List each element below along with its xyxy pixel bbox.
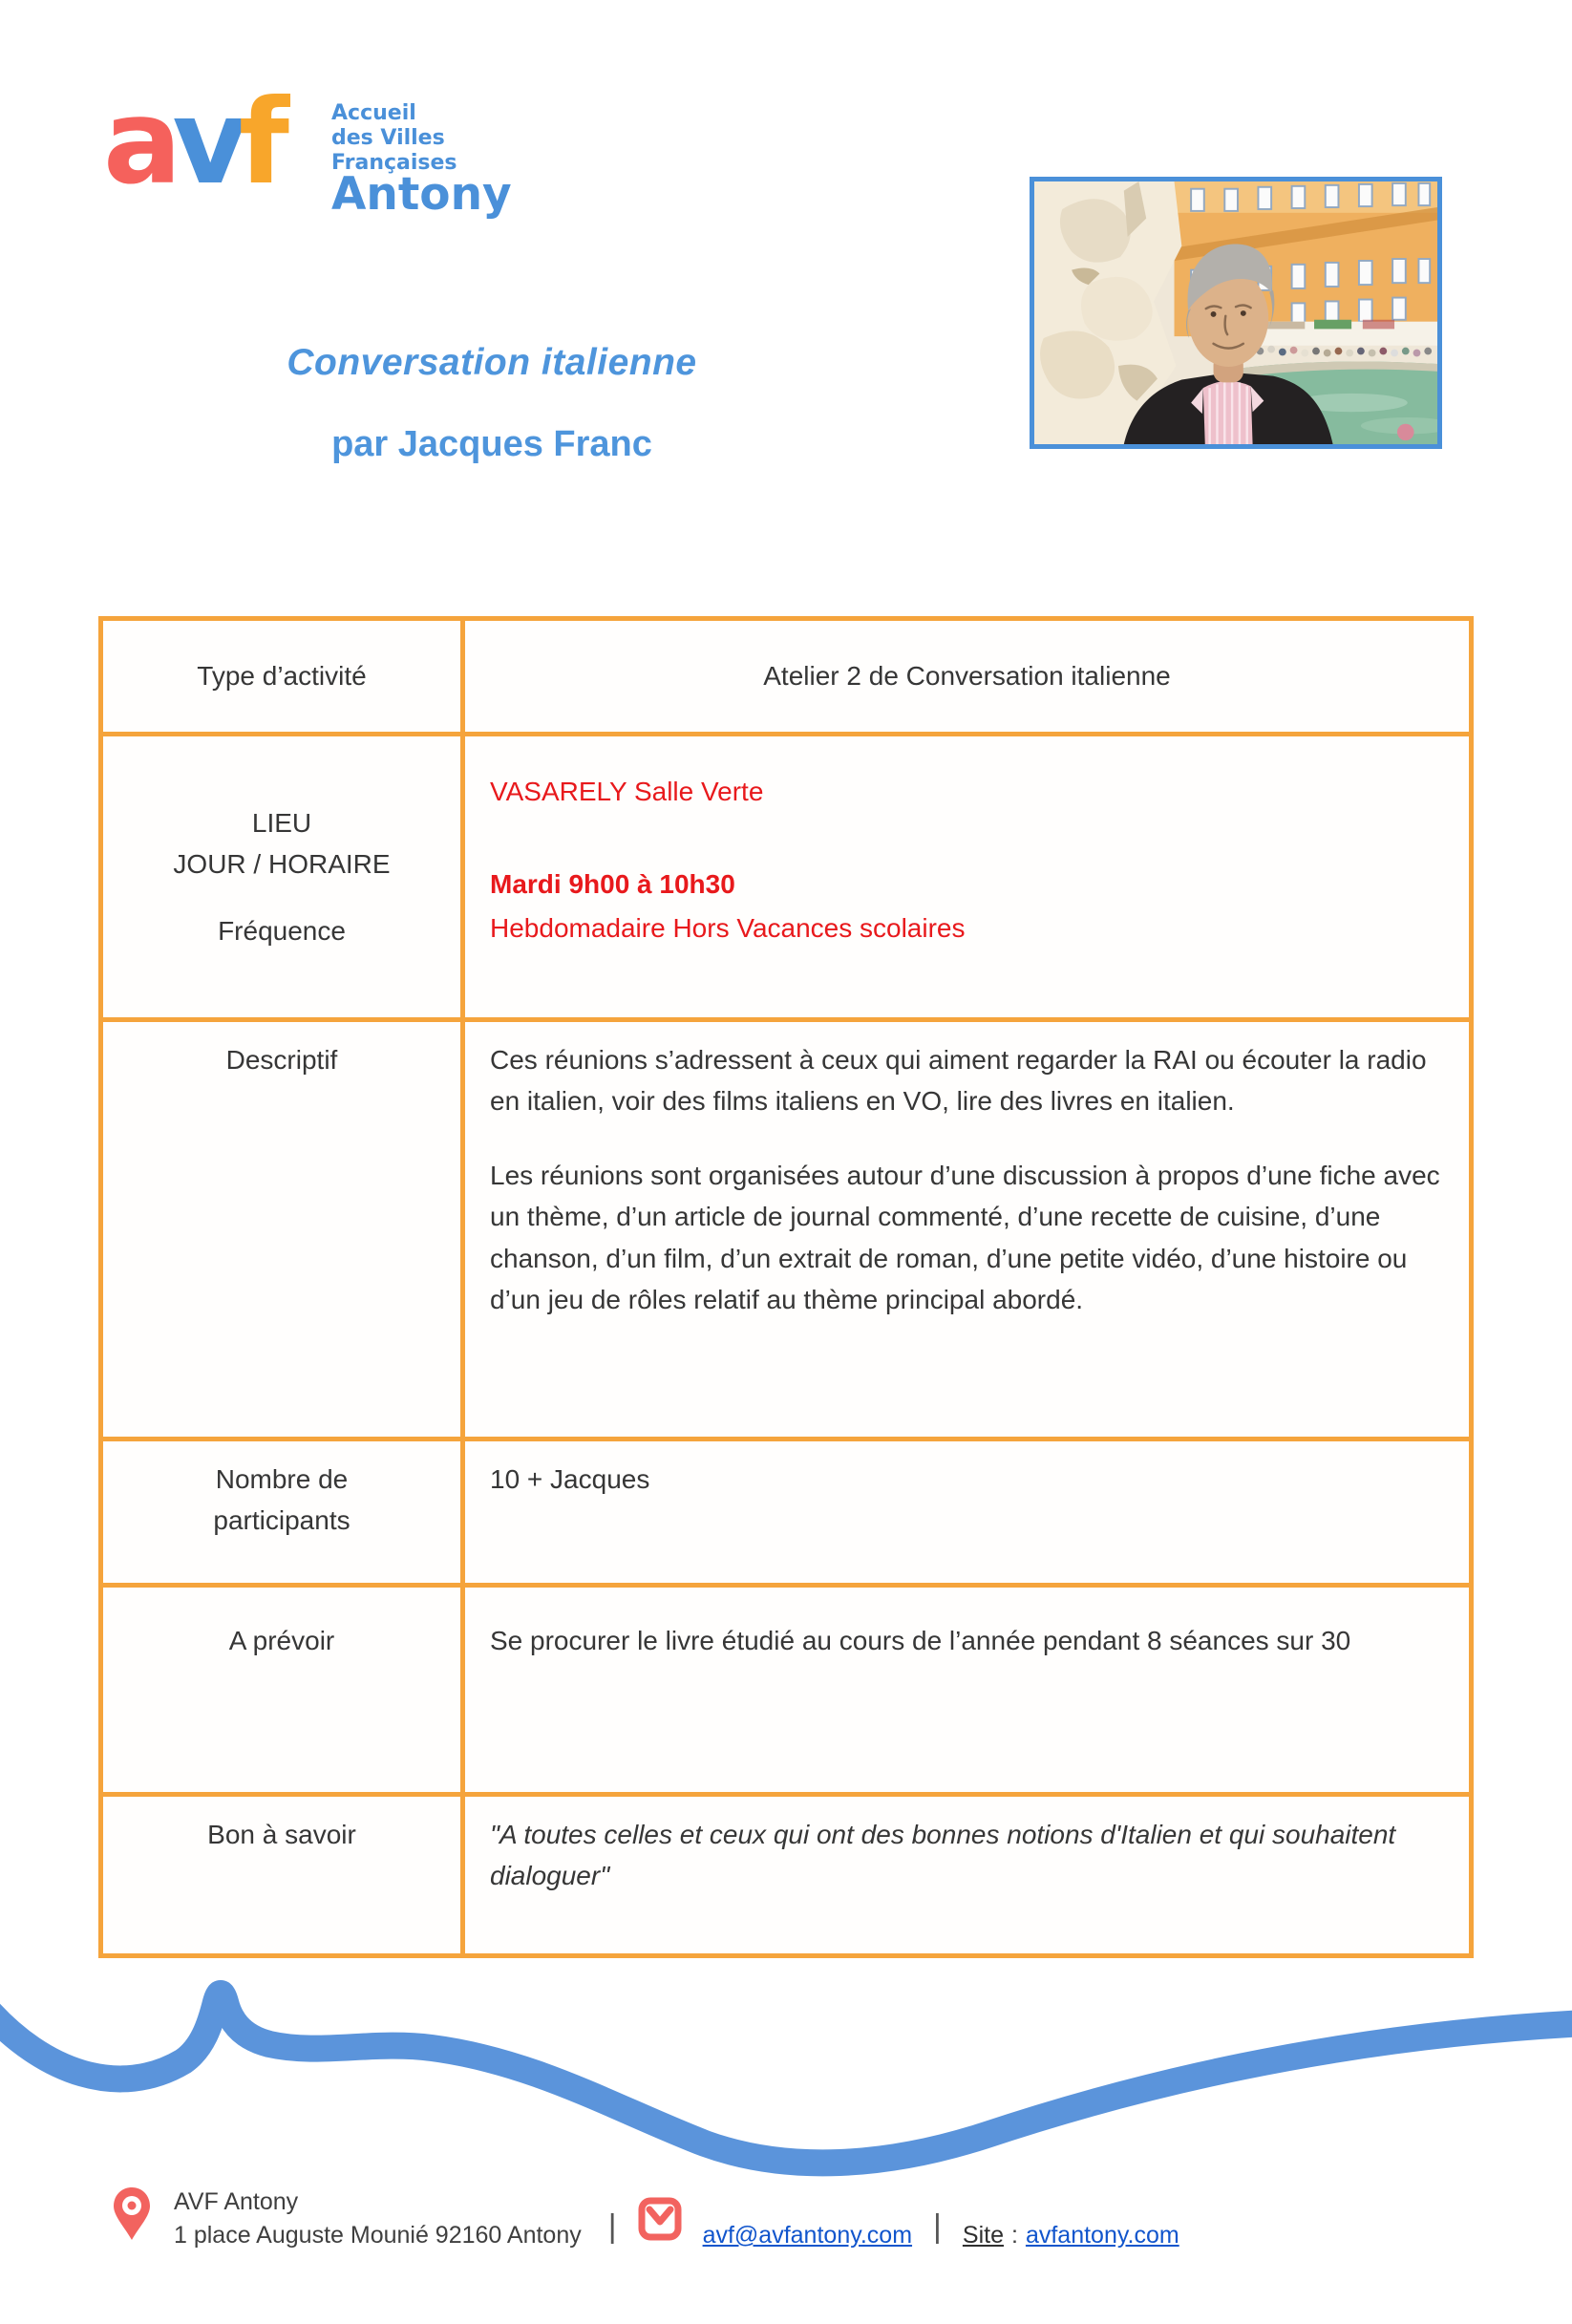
email-link[interactable]: avf@avfantony.com xyxy=(702,2222,913,2249)
location-text: VASARELY Salle Verte xyxy=(490,777,764,806)
table-row-descriptif xyxy=(101,1020,1472,1439)
schedule-text: Mardi 9h00 à 10h30 xyxy=(490,869,735,900)
logo-letter-v: v xyxy=(172,75,239,210)
avf-logo xyxy=(103,75,280,210)
footer xyxy=(113,2185,1179,2252)
table-row-lieu xyxy=(101,735,1472,1020)
participants-label-line-1: Nombre de xyxy=(215,1464,349,1494)
logo-city-label: Antony xyxy=(331,168,512,221)
logo-letter-f: f xyxy=(238,75,280,210)
descriptif-value xyxy=(463,1020,1472,1439)
lieu-label-line-3: Fréquence xyxy=(218,915,346,946)
bon-a-savoir-label: Bon à savoir xyxy=(101,1795,463,1956)
footer-address: 1 place Auguste Mounié 92160 Antony xyxy=(174,2222,582,2249)
logo-org-name xyxy=(331,101,457,176)
participants-value: 10 + Jacques xyxy=(463,1439,1472,1586)
bon-a-savoir-value: "A toutes celles et ceux qui ont des bonnes notions d'Italien et qui souhaitent dialoguer" xyxy=(463,1795,1472,1956)
page-subtitle: par Jacques Franc xyxy=(331,424,652,464)
site-link[interactable]: avfantony.com xyxy=(1025,2222,1179,2249)
table-row-bon-a-savoir xyxy=(101,1795,1472,1956)
table-row-participants xyxy=(101,1439,1472,1586)
descriptif-label: Descriptif xyxy=(101,1020,463,1439)
location-pin-icon xyxy=(113,2186,151,2251)
type-label: Type d’activité xyxy=(101,619,463,735)
prevoir-label: A prévoir xyxy=(101,1586,463,1795)
page-title: Conversation italienne xyxy=(287,342,697,383)
participants-label xyxy=(101,1439,463,1586)
logo-org-line-3: Françaises xyxy=(331,151,457,175)
lieu-label xyxy=(101,735,463,1020)
lieu-label-line-2: JOUR / HORAIRE xyxy=(173,849,391,880)
footer-address-block xyxy=(174,2185,582,2252)
footer-separator-1: | xyxy=(607,2208,617,2246)
wave-decoration xyxy=(0,1949,1572,2197)
lieu-value xyxy=(463,735,1472,1020)
frequency-text: Hebdomadaire Hors Vacances scolaires xyxy=(490,912,966,943)
participants-label-line-2: participants xyxy=(213,1505,351,1536)
descriptif-paragraph-2: Les réunions sont organisées autour d’une discussion à propos d’une fiche avec un thème, d’un article de journal commenté, d’une recette de cuisine, d’une chanson, d’un film, d’un extrait de roman, d’une petite vidéo, d’une histoire ou d’un jeu de rôles relatif au thème principal abordé. xyxy=(490,1160,1440,1314)
email-envelope-icon xyxy=(638,2197,682,2250)
trevi-fountain-illustration xyxy=(1034,181,1437,444)
logo-org-line-1: Accueil xyxy=(331,101,416,125)
logo-org-line-2: des Villes xyxy=(331,126,445,150)
site-label: Site xyxy=(962,2222,1004,2249)
hero-titles xyxy=(124,342,860,465)
table-row-type xyxy=(101,619,1472,735)
prevoir-value: Se procurer le livre étudié au cours de l’année pendant 8 séances sur 30 xyxy=(463,1586,1472,1795)
footer-separator-2: | xyxy=(933,2208,942,2246)
descriptif-paragraph-1: Ces réunions s’adressent à ceux qui aiment regarder la RAI ou écouter la radio en italien, voir des films italiens en VO, lire des livres en italien. xyxy=(490,1045,1427,1117)
footer-org-name: AVF Antony xyxy=(174,2188,299,2215)
logo-letter-a: a xyxy=(103,75,173,210)
site-colon: : xyxy=(1010,2222,1018,2249)
type-value: Atelier 2 de Conversation italienne xyxy=(463,619,1472,735)
activity-table xyxy=(98,616,1474,1958)
lieu-label-line-1: LIEU xyxy=(251,807,312,838)
table-row-prevoir xyxy=(101,1586,1472,1795)
presenter-photo xyxy=(1030,177,1442,449)
